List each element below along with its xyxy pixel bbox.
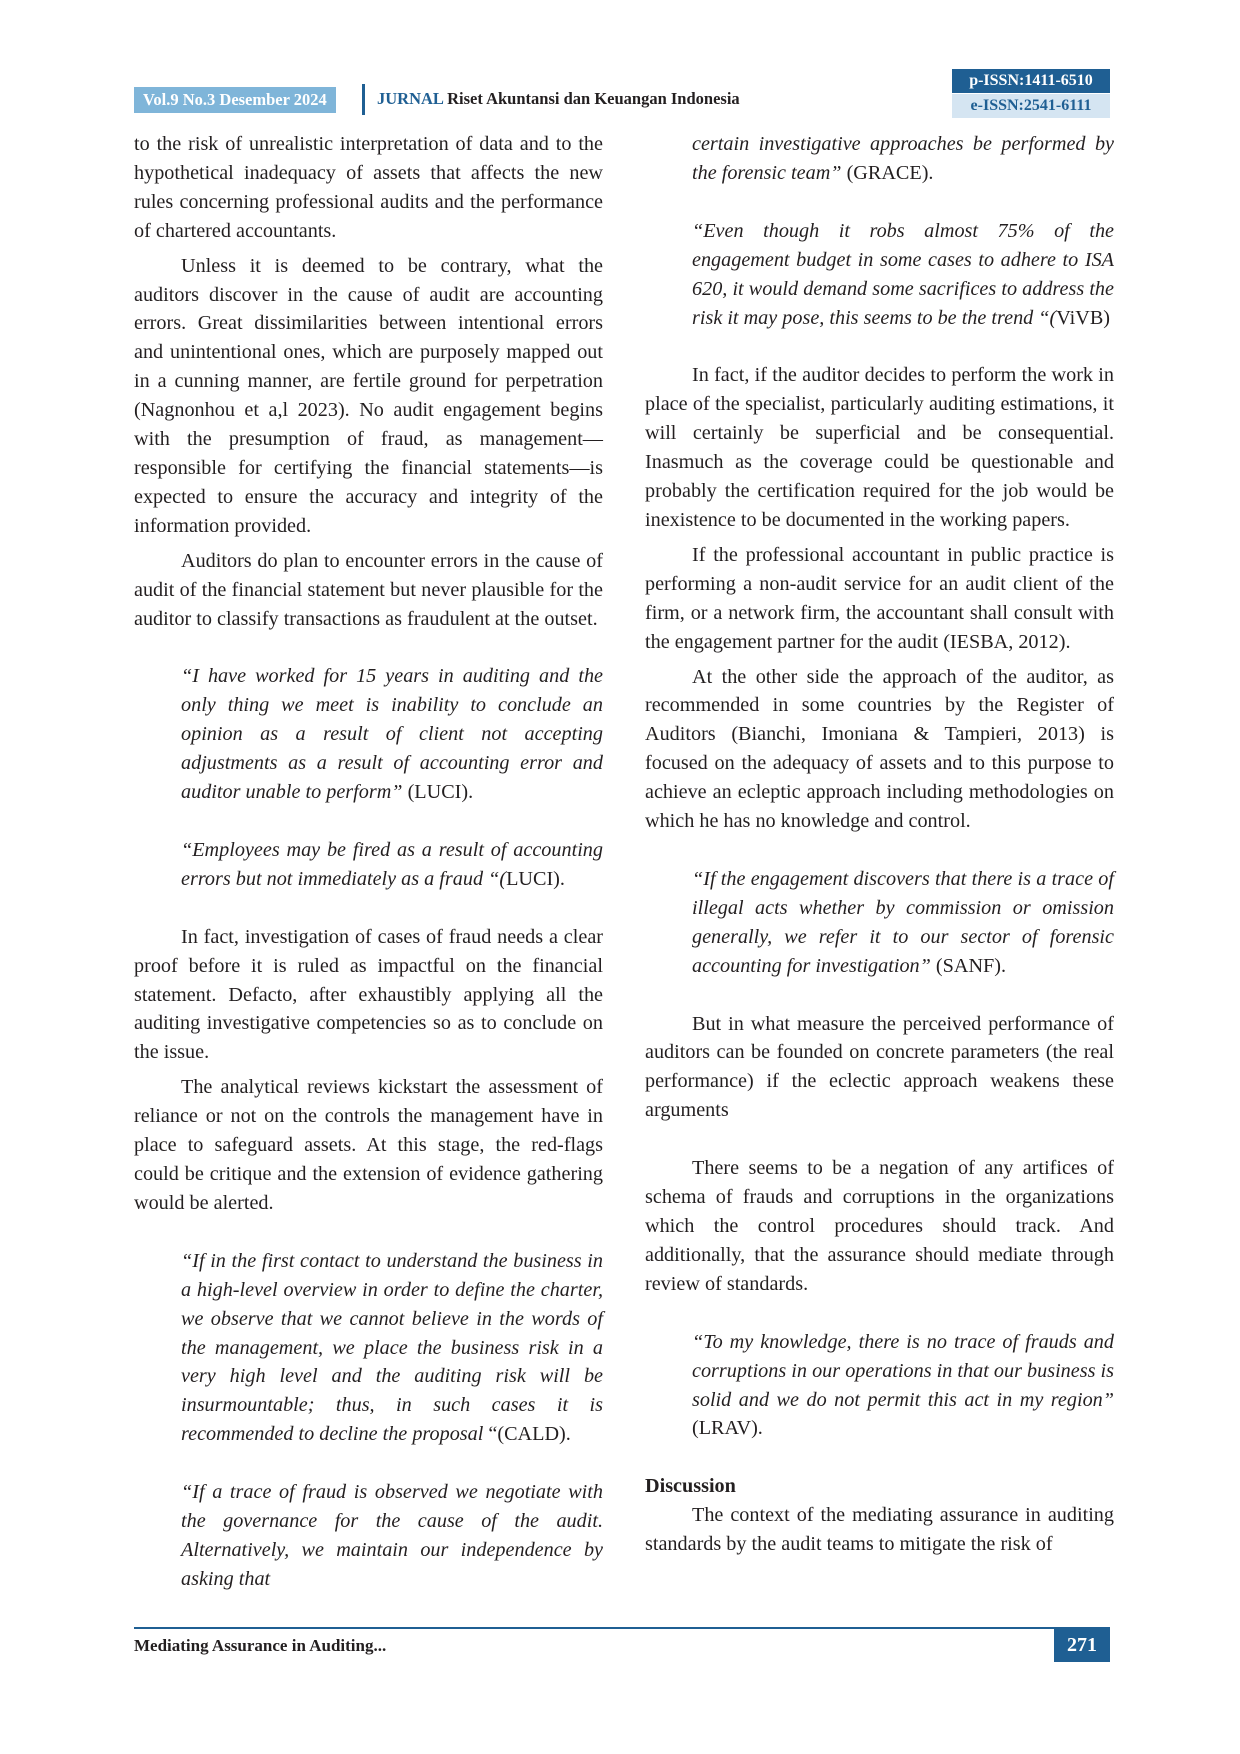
quote-text: “If in the first contact to understand the business in a high-level overview in order to define the charter, we observe that we cannot believe in the words of the management, we place the business risk in a very high level and the auditing risk will be insurmountable; thus, in such cases it is recommended to decline the proposal bbox=[181, 1249, 603, 1446]
paragraph: Auditors do plan to encounter errors in the cause of audit of the financial statement but never plausible for the auditor to classify transactions as fraudulent at the outset. bbox=[134, 549, 603, 630]
quote-attribution: LUCI). bbox=[506, 867, 565, 890]
left-column bbox=[134, 130, 603, 1594]
quote-attribution: (LRAV). bbox=[692, 1417, 763, 1440]
paragraph: The context of the mediating assurance in auditing standards by the audit teams to mitigate the risk of bbox=[645, 1504, 1114, 1556]
section-heading: Discussion bbox=[645, 1475, 736, 1498]
page-number: 271 bbox=[1054, 1629, 1110, 1662]
paragraph: But in what measure the perceived performance of auditors can be founded on concrete parameters (the real performance) if the eclectic approach weakens these arguments bbox=[645, 1012, 1114, 1122]
interview-quote bbox=[692, 217, 1114, 333]
quote-attribution: ViVB) bbox=[1056, 306, 1111, 329]
quote-text: “I have worked for 15 years in auditing and the only thing we meet is inability to conclude an opinion as a result of client not accepting adjustments as a result of accounting error and auditor unable to perform” bbox=[181, 665, 603, 804]
interview-quote bbox=[692, 1328, 1114, 1444]
e-issn-badge: e-ISSN:2541-6111 bbox=[952, 94, 1110, 118]
interview-quote bbox=[181, 1247, 603, 1449]
quote-text: “To my knowledge, there is no trace of frauds and corruptions in our operations in that our business is solid and we do not permit this act in my region” bbox=[692, 1330, 1114, 1411]
interview-quote bbox=[181, 1478, 603, 1594]
interview-quote bbox=[181, 662, 603, 807]
quote-attribution: (GRACE). bbox=[841, 161, 934, 184]
interview-quote bbox=[692, 865, 1114, 981]
quote-attribution: (SANF). bbox=[930, 954, 1007, 977]
paragraph: The analytical reviews kickstart the assessment of reliance or not on the controls the management have in place to safeguard assets. At this stage, the red-flags could be critique and the extension of evidence gathering would be alerted. bbox=[134, 1076, 603, 1214]
paragraph: If the professional accountant in public practice is performing a non-audit service for an audit client of the firm, or a network firm, the accountant shall consult with the engagement partner for the audit (IESBA, 2012). bbox=[645, 543, 1114, 653]
journal-title: Riset Akuntansi dan Keuangan Indonesia bbox=[447, 89, 740, 108]
quote-attribution: “(CALD). bbox=[483, 1423, 571, 1446]
journal-name bbox=[377, 88, 740, 110]
journal-prefix: JURNAL bbox=[377, 89, 444, 108]
interview-quote bbox=[181, 836, 603, 894]
paragraph: There seems to be a negation of any artifices of schema of frauds and corruptions in the organizations which the control procedures should track. And additionally, that the assurance should mediate through review of standards. bbox=[645, 1157, 1114, 1295]
paragraph: At the other side the approach of the auditor, as recommended in some countries by the Register of Auditors (Bianchi, Imoniana & Tampieri, 2013) is focused on the adequacy of assets and to this purpose to achieve an ecleptic approach including methodologies on which he has no knowledge and control. bbox=[645, 665, 1114, 833]
quote-text: “If the engagement discovers that there is a trace of illegal acts whether by commission or omission generally, we refer it to our sector of forensic accounting for investigation” bbox=[692, 867, 1114, 977]
quote-text: “If a trace of fraud is observed we negotiate with the governance for the cause of the audit. Alternatively, we maintain our independence by asking that bbox=[181, 1481, 603, 1590]
quote-attribution: (LUCI). bbox=[402, 781, 474, 804]
interview-quote bbox=[692, 130, 1114, 188]
header-separator bbox=[362, 84, 365, 115]
paragraph: In fact, if the auditor decides to perform the work in place of the specialist, particularly auditing estimations, it will certainly be superficial and be consequential. Inasmuch as the coverage could be questionable and probably the certification required for the job would be inexistence to be documented in the working papers. bbox=[645, 364, 1114, 531]
running-title: Mediating Assurance in Auditing... bbox=[134, 1636, 387, 1655]
paragraph: In fact, investigation of cases of fraud needs a clear proof before it is ruled as impactful on the financial statement. Defacto, after exhaustibly applying all the auditing investigative competencies so as to conclude on the issue. bbox=[134, 925, 603, 1064]
footer-rule bbox=[134, 1627, 1110, 1629]
paragraph: to the risk of unrealistic interpretation of data and to the hypothetical inadequacy of assets that affects the new rules concerning professional audits and the performance of chartered accountants. bbox=[134, 133, 603, 242]
quote-text: “Even though it robs almost 75% of the engagement budget in some cases to adhere to ISA 620, it would demand some sacrifices to address the risk it may pose, this seems to be the trend “( bbox=[692, 219, 1114, 329]
p-issn-badge: p-ISSN:1411-6510 bbox=[952, 69, 1110, 93]
quote-text: certain investigative approaches be performed by the forensic team” bbox=[692, 133, 1114, 184]
paragraph: Unless it is deemed to be contrary, what the auditors discover in the cause of audit are accounting errors. Great dissimilarities between intentional errors and unintentional ones, which are purposely mapped out in a cunning manner, are fertile ground for perpetration (Nagnonhou et a,l 2023). No audit engagement begins with the presumption of fraud, as management—responsible for certifying the financial statements—is expected to ensure the accuracy and integrity of the information provided. bbox=[134, 254, 603, 537]
quote-text: “Employees may be fired as a result of accounting errors but not immediately as a fraud “( bbox=[181, 838, 603, 890]
volume-badge: Vol.9 No.3 Desember 2024 bbox=[134, 87, 336, 113]
right-column bbox=[645, 130, 1114, 1559]
